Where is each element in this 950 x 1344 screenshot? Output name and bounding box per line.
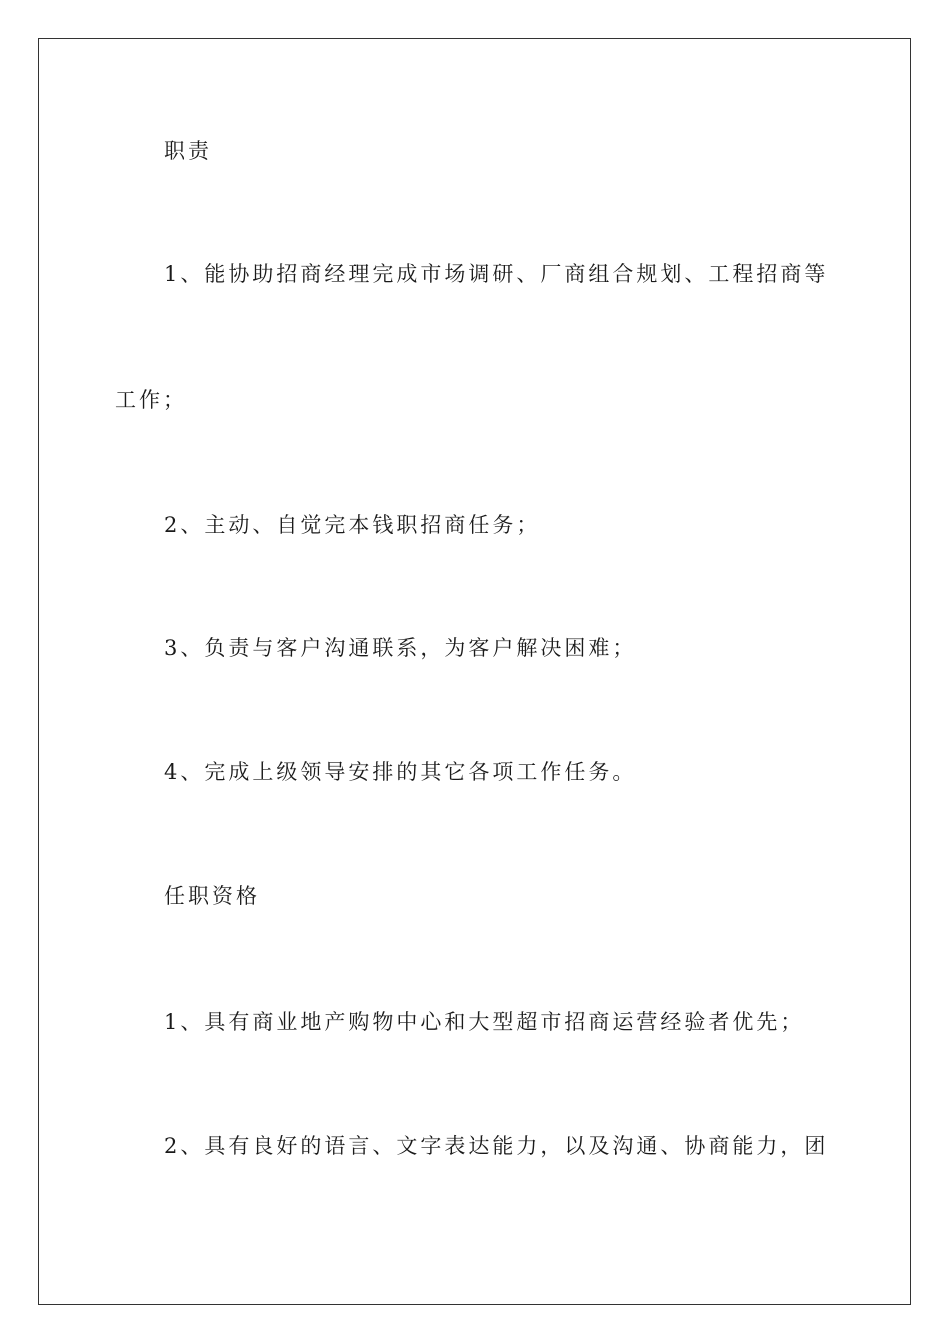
duty-item-3: 3、负责与客户沟通联系，为客户解决困难； — [164, 636, 637, 660]
duty-item-1-continuation: 工作； — [115, 388, 187, 412]
qualifications-heading: 任职资格 — [164, 884, 260, 908]
duty-item-4: 4、完成上级领导安排的其它各项工作任务。 — [164, 760, 637, 784]
page-border — [38, 38, 911, 1305]
qualification-item-1: 1、具有商业地产购物中心和大型超市招商运营经验者优先； — [164, 1010, 805, 1034]
qualification-item-2: 2、具有良好的语言、文字表达能力，以及沟通、协商能力，团 — [164, 1134, 829, 1158]
duty-item-1: 1、能协助招商经理完成市场调研、厂商组合规划、工程招商等 — [164, 262, 829, 286]
duties-heading: 职责 — [164, 139, 212, 163]
duty-item-2: 2、主动、自觉完本钱职招商任务； — [164, 513, 541, 537]
